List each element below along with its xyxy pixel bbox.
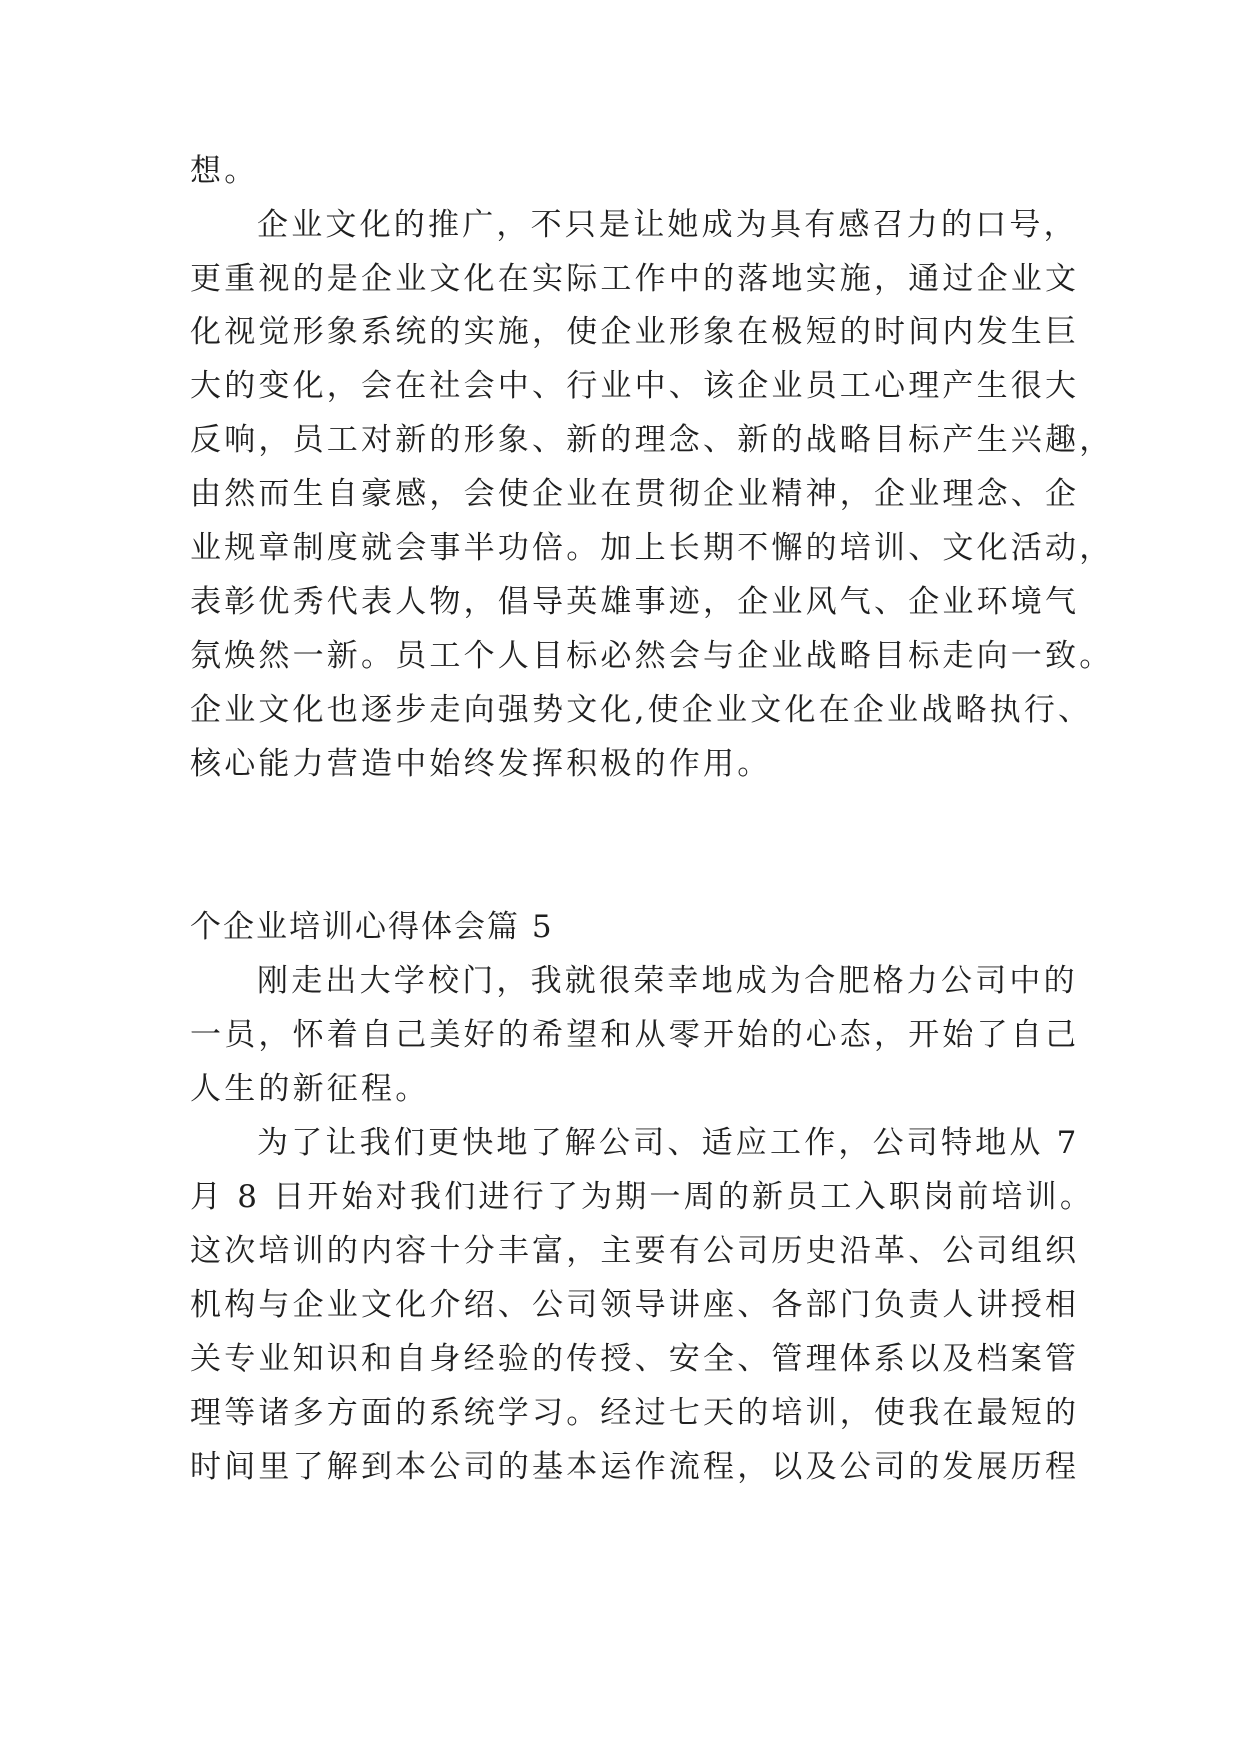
text-line: 月 8 日开始对我们进行了为期一周的新员工入职岗前培训。 bbox=[190, 1179, 1095, 1215]
text-line: 关专业知识和自身经验的传授、安全、管理体系以及档案管 bbox=[190, 1341, 1080, 1377]
text-line: 一员，怀着自己美好的希望和从零开始的心态，开始了自己 bbox=[190, 1017, 1080, 1053]
text-line: 理等诸多方面的系统学习。经过七天的培训，使我在最短的 bbox=[190, 1395, 1080, 1431]
text-line: 氛焕然一新。员工个人目标必然会与企业战略目标走向一致。 bbox=[190, 638, 1114, 674]
text-line: 更重视的是企业文化在实际工作中的落地实施，通过企业文 bbox=[190, 261, 1080, 297]
text-line: 化视觉形象系统的实施，使企业形象在极短的时间内发生巨 bbox=[190, 314, 1080, 350]
text-line: 想。 bbox=[190, 153, 259, 189]
text-line: 核心能力营造中始终发挥积极的作用。 bbox=[190, 746, 772, 782]
paragraph-first-line: 企业文化的推广，不只是让她成为具有感召力的口号， bbox=[257, 207, 1078, 243]
paragraph-first-line: 刚走出大学校门，我就很荣幸地成为合肥格力公司中的 bbox=[257, 963, 1078, 999]
text-line: 反响，员工对新的形象、新的理念、新的战略目标产生兴趣， bbox=[190, 422, 1114, 458]
text-line: 这次培训的内容十分丰富，主要有公司历史沿革、公司组织 bbox=[190, 1233, 1080, 1269]
text-line: 人生的新征程。 bbox=[190, 1071, 430, 1107]
text-line: 企业文化也逐步走向强势文化,使企业文化在企业战略执行、 bbox=[190, 692, 1093, 728]
text-line: 大的变化，会在社会中、行业中、该企业员工心理产生很大 bbox=[190, 368, 1080, 404]
text-line: 由然而生自豪感，会使企业在贯彻企业精神，企业理念、企 bbox=[190, 476, 1080, 512]
section-heading: 个企业培训心得体会篇 5 bbox=[190, 909, 554, 945]
text-line: 机构与企业文化介绍、公司领导讲座、各部门负责人讲授相 bbox=[190, 1287, 1080, 1323]
text-line: 表彰优秀代表人物，倡导英雄事迹，企业风气、企业环境气 bbox=[190, 584, 1080, 620]
paragraph-first-line: 为了让我们更快地了解公司、适应工作，公司特地从 7 bbox=[257, 1125, 1080, 1161]
text-line: 业规章制度就会事半功倍。加上长期不懈的培训、文化活动， bbox=[190, 530, 1114, 566]
text-line: 时间里了解到本公司的基本运作流程，以及公司的发展历程 bbox=[190, 1449, 1080, 1485]
